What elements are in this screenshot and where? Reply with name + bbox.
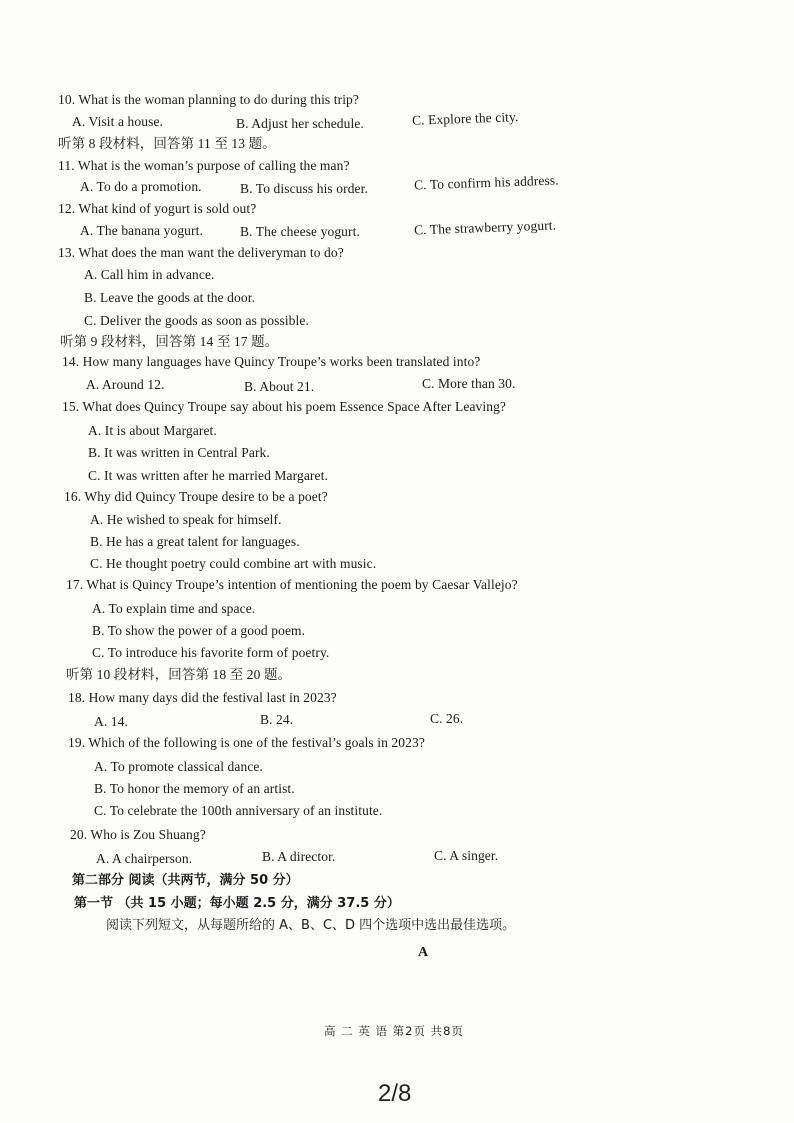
q19-option-a: A. To promote classical dance. [94, 759, 264, 774]
section-8-instruction: 听第 8 段材料，回答第 11 至 13 题。 [58, 136, 276, 151]
q18-option-a: A. 14. [94, 714, 128, 729]
section-9-instruction: 听第 9 段材料，回答第 14 至 17 题。 [60, 334, 279, 349]
q20-option-a: A. A chairperson. [96, 851, 193, 866]
q10-stem: 10. What is the woman planning to do during this trip? [58, 92, 359, 107]
q13-option-b: B. Leave the goods at the door. [84, 290, 256, 305]
q16-stem: 16. Why did Quincy Troupe desire to be a poet? [64, 489, 328, 504]
reading-instruction: 阅读下列短文，从每题所给的 A、B、C、D 四个选项中选出最佳选项。 [106, 918, 516, 933]
q17-option-a: A. To explain time and space. [92, 601, 256, 616]
q17-option-b: B. To show the power of a good poem. [92, 623, 306, 638]
q11-stem: 11. What is the woman’s purpose of calling the man? [58, 158, 350, 173]
page-indicator: 2/8 [378, 1080, 412, 1107]
q17-option-c: C. To introduce his favorite form of poetry. [92, 645, 330, 660]
page-footer: 高 二 英 语 第2页 共8页 [324, 1024, 464, 1038]
q14-stem: 14. How many languages have Quincy Troupe’s works been translated into? [62, 354, 481, 369]
q15-option-b: B. It was written in Central Park. [88, 445, 270, 460]
q12-option-b: B. The cheese yogurt. [240, 224, 360, 239]
q13-option-c: C. Deliver the goods as soon as possible. [84, 313, 309, 328]
q20-option-c: C. A singer. [434, 848, 499, 863]
q16-option-a: A. He wished to speak for himself. [90, 512, 282, 527]
q16-option-b: B. He has a great talent for languages. [90, 534, 300, 549]
q12-option-c: C. The strawberry yogurt. [413, 217, 557, 238]
q12-stem: 12. What kind of yogurt is sold out? [58, 201, 257, 216]
q20-stem: 20. Who is Zou Shuang? [70, 827, 206, 842]
q18-option-b: B. 24. [260, 712, 294, 727]
q19-stem: 19. Which of the following is one of the festival’s goals in 2023? [68, 735, 425, 750]
q15-option-c: C. It was written after he married Margaret. [88, 468, 328, 483]
q12-option-a: A. The banana yogurt. [80, 223, 203, 238]
q11-option-b: B. To discuss his order. [240, 181, 368, 196]
q15-stem: 15. What does Quincy Troupe say about his poem Essence Space After Leaving? [62, 399, 507, 414]
q10-option-b: B. Adjust her schedule. [236, 116, 364, 131]
q19-option-b: B. To honor the memory of an artist. [94, 781, 295, 796]
q16-option-c: C. He thought poetry could combine art with music. [90, 556, 377, 571]
q14-option-a: A. Around 12. [86, 377, 165, 392]
q14-option-b: B. About 21. [244, 379, 315, 394]
passage-label: A [418, 945, 429, 960]
section1-heading: 第一节 （共 15 小题；每小题 2.5 分，满分 37.5 分） [74, 896, 400, 911]
q17-stem: 17. What is Quincy Troupe’s intention of mentioning the poem by Caesar Vallejo? [66, 577, 518, 592]
q14-option-c: C. More than 30. [422, 376, 516, 391]
q15-option-a: A. It is about Margaret. [88, 423, 217, 438]
section-10-instruction: 听第 10 段材料，回答第 18 至 20 题。 [66, 667, 292, 682]
q18-option-c: C. 26. [430, 711, 464, 726]
q19-option-c: C. To celebrate the 100th anniversary of an institute. [94, 803, 383, 818]
q11-option-c: C. To confirm his address. [413, 172, 559, 193]
q10-option-a: A. Visit a house. [72, 114, 164, 129]
q13-option-a: A. Call him in advance. [84, 267, 215, 282]
q13-stem: 13. What does the man want the deliveryman to do? [58, 245, 344, 260]
q20-option-b: B. A director. [262, 849, 336, 864]
part2-heading: 第二部分 阅读（共两节，满分 50 分） [72, 873, 299, 888]
q10-option-c: C. Explore the city. [411, 109, 519, 128]
q18-stem: 18. How many days did the festival last in 2023? [68, 690, 337, 705]
q11-option-a: A. To do a promotion. [80, 179, 202, 194]
